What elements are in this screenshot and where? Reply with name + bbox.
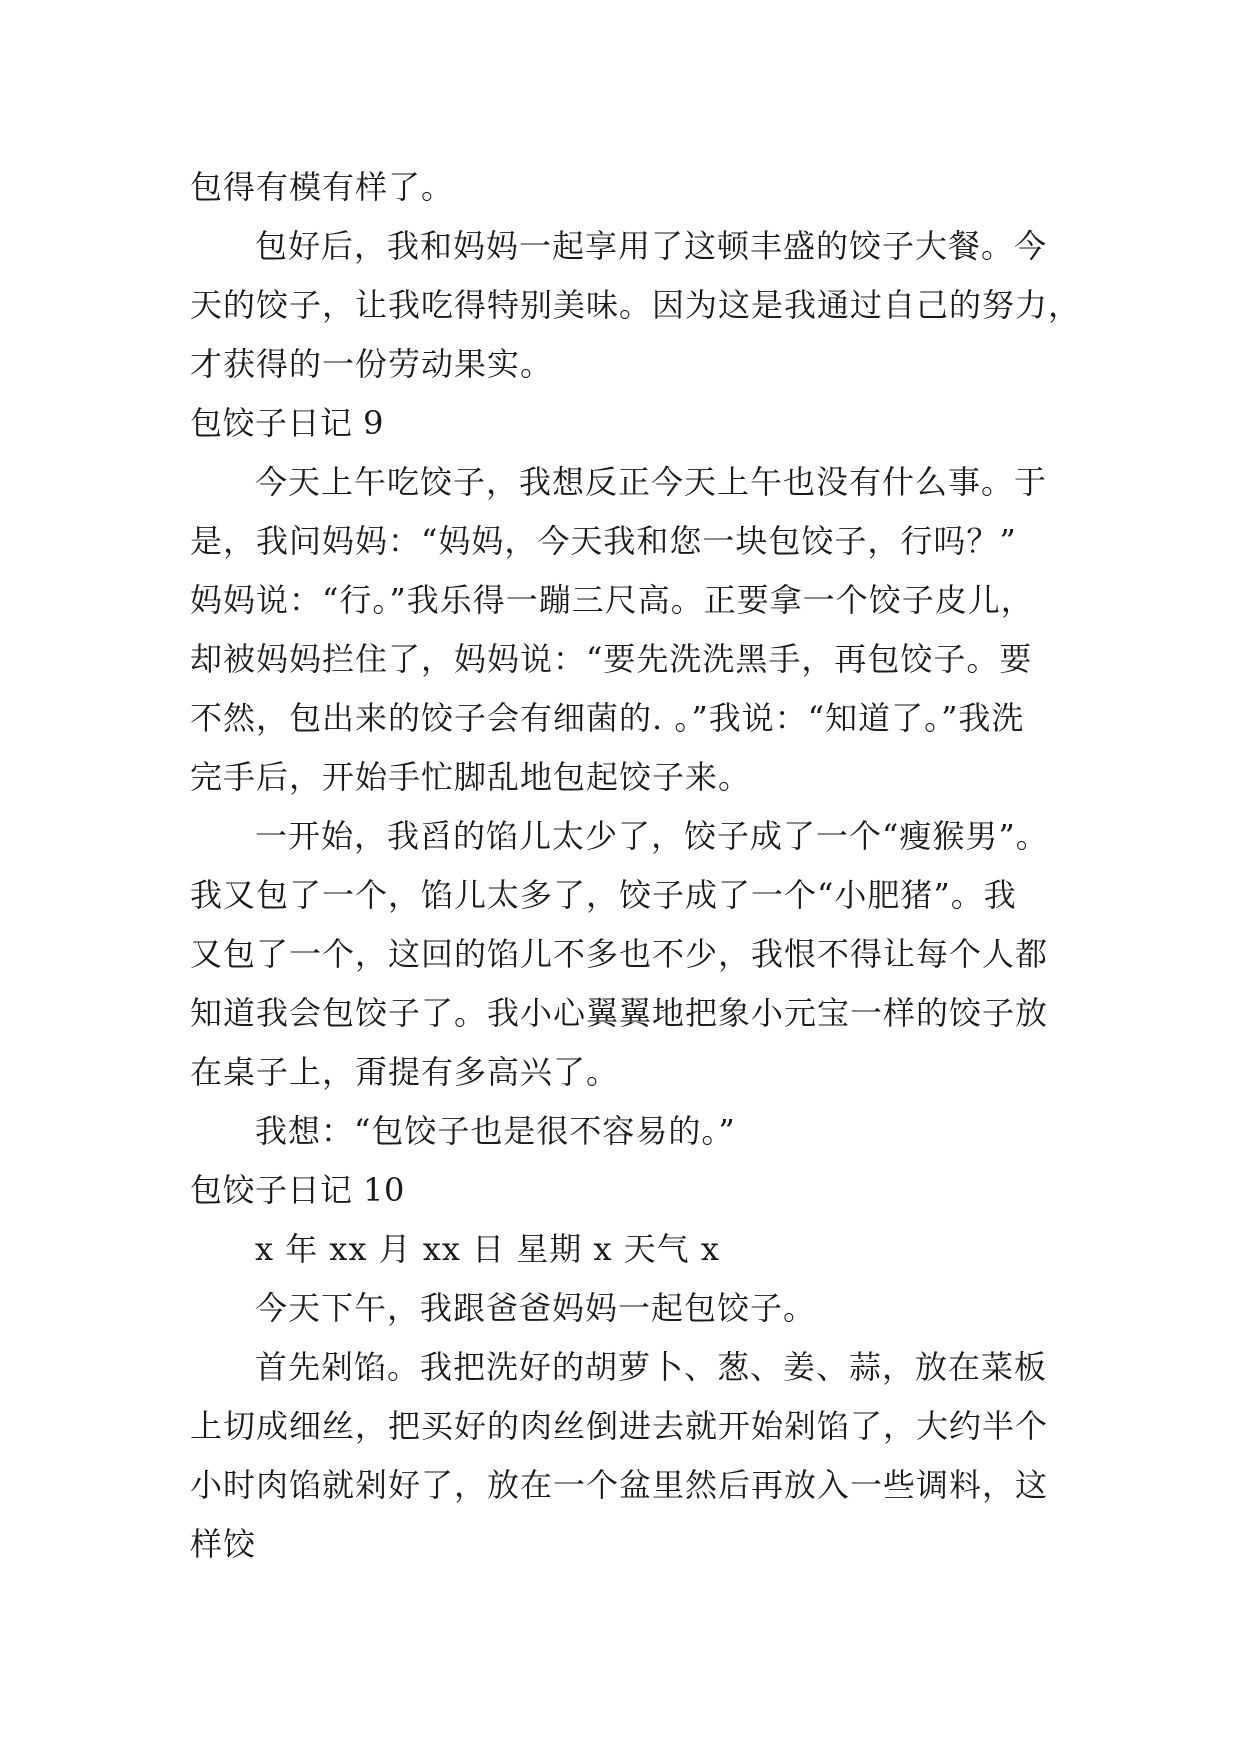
text-line: 完手后，开始手忙脚乱地包起饺子来。 bbox=[190, 758, 752, 796]
text-line: 是，我问妈妈：“妈妈，今天我和您一块包饺子，行吗？” bbox=[190, 522, 1017, 560]
text-line: 不然，包出来的饺子会有细菌的. 。”我说：“知道了。”我洗 bbox=[190, 699, 1025, 737]
paragraph-start-line: 首先剁馅。我把洗好的胡萝卜、葱、姜、蒜，放在菜板 bbox=[255, 1348, 1048, 1386]
text-line: 上切成细丝，把买好的肉丝倒进去就开始剁馅了，大约半个 bbox=[190, 1407, 1049, 1445]
document-page bbox=[190, 158, 1082, 1574]
paragraph-start-line: 我想：“包饺子也是很不容易的。” bbox=[255, 1112, 736, 1150]
text-line: 在桌子上，甭提有多高兴了。 bbox=[190, 1053, 620, 1091]
text-line: 我又包了一个，馅儿太多了，饺子成了一个“小肥猪”。我 bbox=[190, 876, 1017, 914]
date-weather-line: x 年 xx 月 xx 日 星期 x 天气 x bbox=[255, 1230, 720, 1268]
text-line: 天的饺子，让我吃得特别美味。因为这是我通过自己的努力， bbox=[190, 286, 1082, 324]
text-line: 才获得的一份劳动果实。 bbox=[190, 345, 554, 383]
paragraph-start-line: 今天下午，我跟爸爸妈妈一起包饺子。 bbox=[255, 1289, 817, 1327]
text-line: 样饺 bbox=[190, 1525, 257, 1563]
text-line: 知道我会包饺子了。我小心翼翼地把象小元宝一样的饺子放 bbox=[190, 994, 1049, 1032]
text-line: 却被妈妈拦住了，妈妈说：“要先洗洗黑手，再包饺子。要 bbox=[190, 640, 1033, 678]
section-heading: 包饺子日记 9 bbox=[190, 404, 385, 442]
text-line: 妈妈说：“行。”我乐得一蹦三尺高。正要拿一个饺子皮儿， bbox=[190, 581, 1034, 619]
paragraph-start-line: 今天上午吃饺子，我想反正今天上午也没有什么事。于 bbox=[255, 463, 1048, 501]
paragraph-start-line: 包好后，我和妈妈一起享用了这顿丰盛的饺子大餐。今 bbox=[255, 227, 1048, 265]
section-heading: 包饺子日记 10 bbox=[190, 1171, 405, 1209]
text-line: 包得有模有样了。 bbox=[190, 168, 455, 206]
text-line: 又包了一个，这回的馅儿不多也不少，我恨不得让每个人都 bbox=[190, 935, 1049, 973]
paragraph-start-line: 一开始，我舀的馅儿太少了，饺子成了一个“瘦猴男”。 bbox=[255, 817, 1049, 855]
text-line: 小时肉馅就剁好了，放在一个盆里然后再放入一些调料，这 bbox=[190, 1466, 1049, 1504]
